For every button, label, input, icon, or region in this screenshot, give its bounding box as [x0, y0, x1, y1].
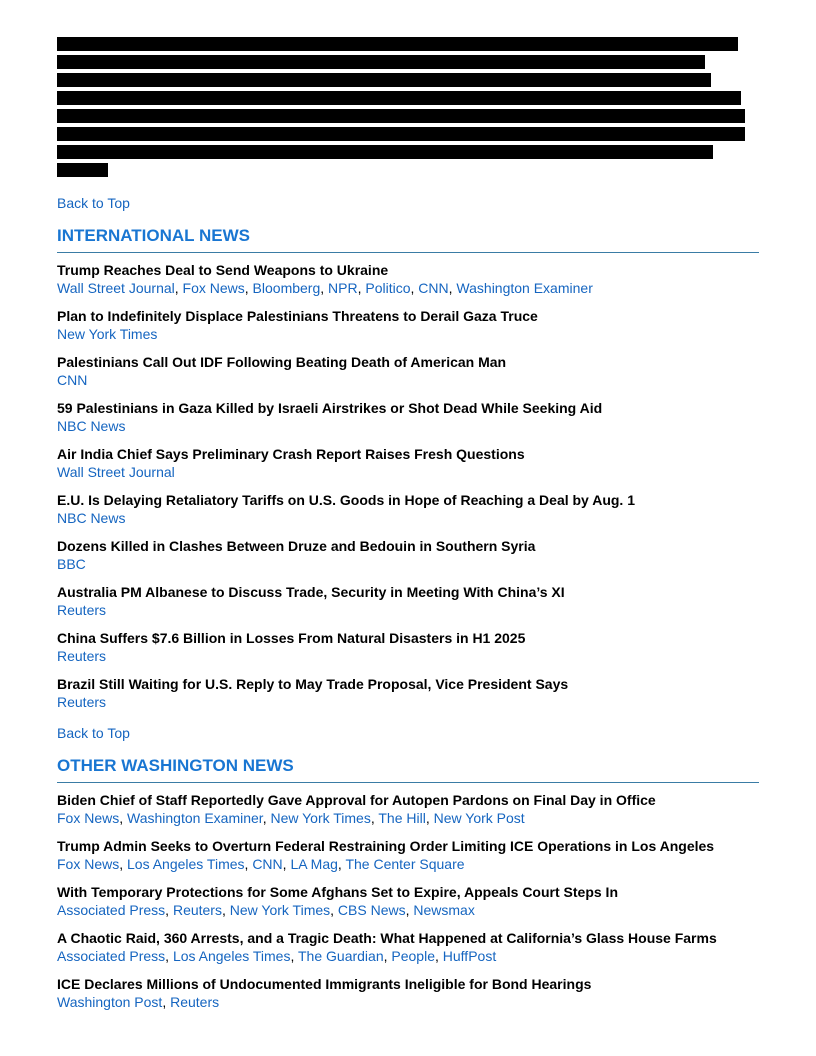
source-link[interactable]: BBC — [57, 556, 86, 572]
headline: Brazil Still Waiting for U.S. Reply to May Trade Proposal, Vice President Says — [57, 676, 569, 692]
story-list — [57, 261, 759, 721]
source-links — [57, 901, 759, 919]
source-link[interactable]: Los Angeles Times — [127, 856, 245, 872]
news-item — [57, 491, 759, 537]
headline: Trump Admin Seeks to Overturn Federal Restraining Order Limiting ICE Operations in Los Angeles — [57, 838, 715, 854]
headline: Dozens Killed in Clashes Between Druze and Bedouin in Southern Syria — [57, 538, 536, 554]
source-separator: , — [165, 948, 173, 964]
section-title: INTERNATIONAL NEWS — [57, 225, 759, 253]
headline: With Temporary Protections for Some Afghans Set to Expire, Appeals Court Steps In — [57, 884, 618, 900]
source-link[interactable]: CNN — [418, 280, 449, 296]
source-links — [57, 279, 759, 297]
source-separator: , — [405, 902, 414, 918]
source-links — [57, 809, 759, 827]
source-link[interactable]: The Guardian — [298, 948, 384, 964]
source-link[interactable]: Reuters — [57, 694, 107, 710]
source-separator: , — [221, 902, 230, 918]
news-item — [57, 445, 759, 491]
source-link[interactable]: CBS News — [337, 902, 406, 918]
source-separator: , — [119, 810, 128, 826]
other-washington-news-section — [57, 755, 759, 1021]
source-links — [57, 371, 759, 389]
headline: ICE Declares Millions of Undocumented Immigrants Ineligible for Bond Hearings — [57, 976, 592, 992]
news-item — [57, 975, 759, 1021]
headline: E.U. Is Delaying Retaliatory Tariffs on U.S. Goods in Hope of Reaching a Deal by Aug. 1 — [57, 492, 635, 508]
source-separator: , — [282, 856, 291, 872]
source-separator: , — [370, 810, 379, 826]
source-link[interactable]: Reuters — [172, 902, 222, 918]
source-link[interactable]: NBC News — [57, 418, 126, 434]
source-link[interactable]: Associated Press — [57, 902, 166, 918]
source-link[interactable]: Reuters — [57, 602, 107, 618]
news-item — [57, 883, 759, 929]
source-separator: , — [262, 810, 271, 826]
redaction-bar — [57, 163, 108, 177]
source-link[interactable]: New York Times — [229, 902, 331, 918]
source-links — [57, 509, 759, 527]
news-item — [57, 307, 759, 353]
news-item — [57, 791, 759, 837]
source-separator: , — [320, 280, 329, 296]
back-to-top-link[interactable]: Back to Top — [57, 725, 130, 741]
source-links — [57, 855, 759, 873]
redaction-bar — [57, 73, 711, 87]
source-link[interactable]: Wall Street Journal — [57, 280, 175, 296]
source-link[interactable]: Fox News — [57, 810, 120, 826]
headline: China Suffers $7.6 Billion in Losses From Natural Disasters in H1 2025 — [57, 630, 526, 646]
source-separator: , — [290, 948, 298, 964]
source-links — [57, 601, 759, 619]
source-separator: , — [165, 902, 173, 918]
source-separator: , — [410, 280, 419, 296]
story-list — [57, 791, 759, 1021]
redaction-bar — [57, 109, 745, 123]
news-item — [57, 399, 759, 445]
source-link[interactable]: Washington Examiner — [127, 810, 263, 826]
source-link[interactable]: CNN — [252, 856, 283, 872]
source-links — [57, 947, 759, 965]
headline: Palestinians Call Out IDF Following Beating Death of American Man — [57, 354, 507, 370]
source-link[interactable]: Fox News — [182, 280, 245, 296]
source-separator: , — [337, 856, 346, 872]
source-link[interactable]: Reuters — [57, 648, 107, 664]
source-links — [57, 463, 759, 481]
source-separator: , — [162, 994, 171, 1010]
source-separator: , — [174, 280, 183, 296]
news-item — [57, 629, 759, 675]
source-separator: , — [244, 856, 253, 872]
redaction-bar — [57, 91, 741, 105]
redacted-text-block — [57, 37, 745, 181]
source-link[interactable]: LA Mag — [290, 856, 338, 872]
news-item — [57, 583, 759, 629]
source-separator: , — [330, 902, 338, 918]
source-link[interactable]: Associated Press — [57, 948, 166, 964]
source-separator: , — [357, 280, 366, 296]
source-link[interactable]: CNN — [57, 372, 88, 388]
headline: 59 Palestinians in Gaza Killed by Israeli Airstrikes or Shot Dead While Seeking Aid — [57, 400, 603, 416]
source-link[interactable]: Bloomberg — [252, 280, 321, 296]
redaction-bar — [57, 37, 738, 51]
source-link[interactable]: Politico — [365, 280, 411, 296]
international-news-section — [57, 225, 759, 721]
source-link[interactable]: HuffPost — [442, 948, 497, 964]
source-link[interactable]: New York Times — [270, 810, 371, 826]
source-link[interactable]: People — [391, 948, 435, 964]
source-separator: , — [119, 856, 128, 872]
headline: Australia PM Albanese to Discuss Trade, Security in Meeting With China’s XI — [57, 584, 565, 600]
back-to-top-link[interactable]: Back to Top — [57, 195, 130, 211]
news-item — [57, 537, 759, 583]
source-link[interactable]: NBC News — [57, 510, 126, 526]
headline: Air India Chief Says Preliminary Crash Report Raises Fresh Questions — [57, 446, 525, 462]
headline: Trump Reaches Deal to Send Weapons to Ukraine — [57, 262, 389, 278]
source-links — [57, 993, 759, 1011]
redaction-bar — [57, 55, 705, 69]
redaction-bar — [57, 145, 713, 159]
source-links — [57, 693, 759, 711]
news-item — [57, 353, 759, 399]
source-separator: , — [425, 810, 434, 826]
source-links — [57, 647, 759, 665]
redaction-bar — [57, 127, 745, 141]
source-link[interactable]: Los Angeles Times — [172, 948, 291, 964]
source-separator: , — [383, 948, 392, 964]
source-link[interactable]: NPR — [328, 280, 358, 296]
source-separator: , — [434, 948, 443, 964]
source-separator: , — [244, 280, 253, 296]
source-links — [57, 325, 759, 343]
source-link[interactable]: Reuters — [170, 994, 220, 1010]
section-title: OTHER WASHINGTON NEWS — [57, 755, 759, 783]
headline: A Chaotic Raid, 360 Arrests, and a Tragic Death: What Happened at California’s Glass House Farms — [57, 930, 717, 946]
news-item — [57, 261, 759, 307]
source-link[interactable]: The Hill — [378, 810, 426, 826]
source-link[interactable]: Fox News — [57, 856, 120, 872]
source-link[interactable]: Washington Post — [57, 994, 163, 1010]
source-separator: , — [448, 280, 457, 296]
source-link[interactable]: Washington Examiner — [456, 280, 593, 296]
source-links — [57, 417, 759, 435]
source-links — [57, 555, 759, 573]
source-link[interactable]: New York Post — [433, 810, 525, 826]
news-item — [57, 837, 759, 883]
headline: Plan to Indefinitely Displace Palestinians Threatens to Derail Gaza Truce — [57, 308, 538, 324]
source-link[interactable]: The Center Square — [345, 856, 465, 872]
source-link[interactable]: Wall Street Journal — [57, 464, 175, 480]
news-item — [57, 675, 759, 721]
headline: Biden Chief of Staff Reportedly Gave Approval for Autopen Pardons on Final Day in Office — [57, 792, 656, 808]
news-item — [57, 929, 759, 975]
source-link[interactable]: Newsmax — [413, 902, 475, 918]
source-link[interactable]: New York Times — [57, 326, 158, 342]
